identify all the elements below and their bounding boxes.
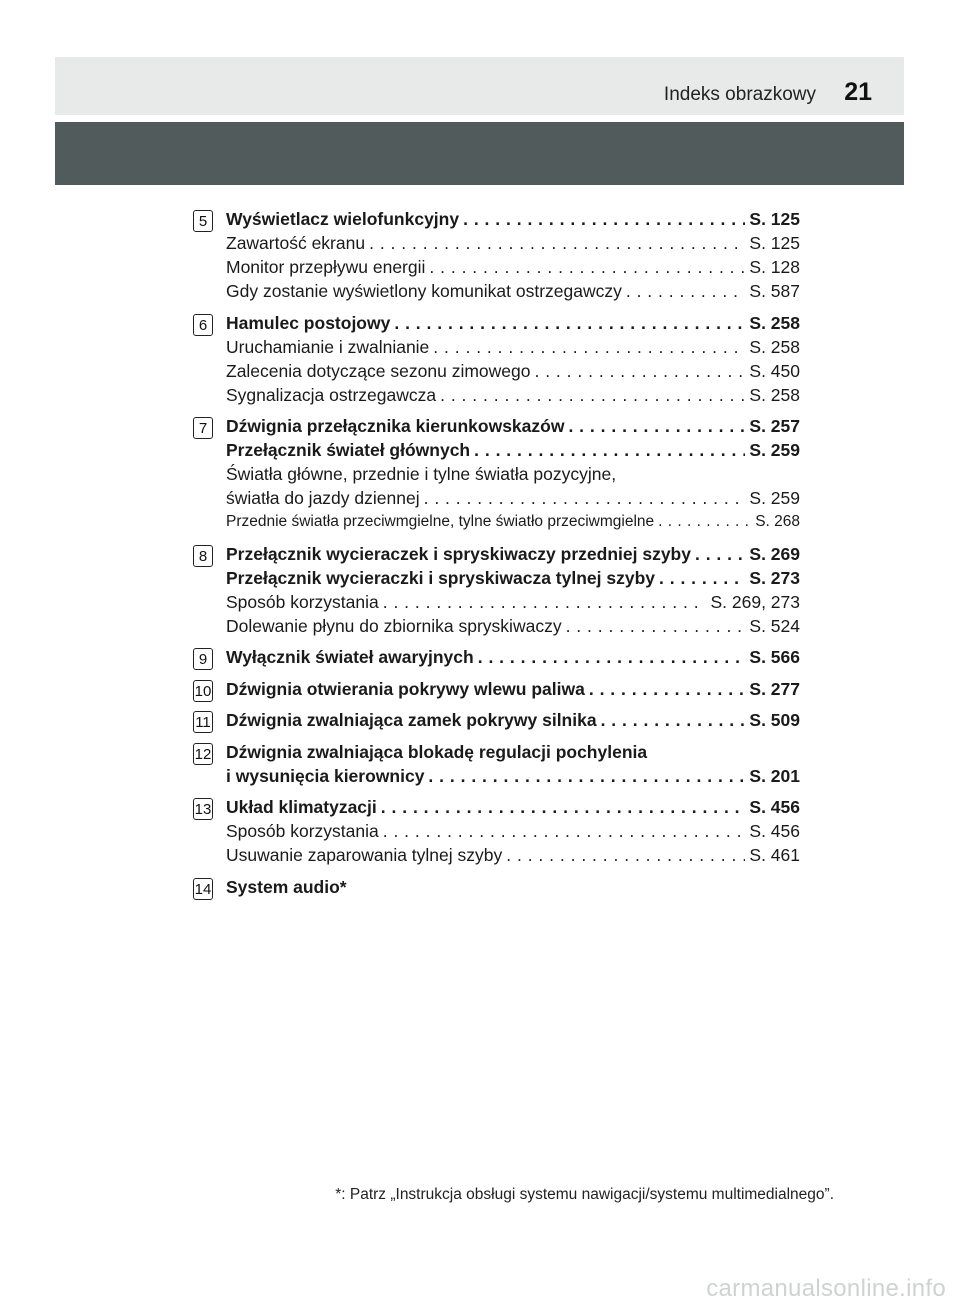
- index-line-text: Dźwignia otwierania pokrywy wlewu paliwa: [226, 678, 585, 699]
- page-reference: S. 257: [749, 416, 800, 436]
- page-reference: S. 269, 273: [710, 591, 800, 612]
- index-line: [226, 795, 800, 819]
- dot-leader: [440, 383, 745, 407]
- index-line: [226, 645, 800, 669]
- index-line: [226, 383, 800, 407]
- index-line-text: Przednie światła przeciwmgielne, tylne światło przeciwmgielne: [226, 513, 655, 530]
- page-reference: S. 201: [749, 765, 800, 786]
- index-line: [226, 414, 800, 438]
- page-reference: S. 524: [749, 615, 800, 636]
- dot-leader: [463, 207, 745, 231]
- entry-number-badge: 7: [193, 417, 213, 439]
- index-line-text: Układ klimatyzacji: [226, 797, 377, 817]
- index-line: [226, 740, 800, 764]
- index-line: [226, 566, 800, 590]
- header-band: [55, 122, 904, 185]
- index-line-text: Zalecenia dotyczące sezonu zimowego: [226, 360, 531, 381]
- index-line: [226, 486, 800, 510]
- index-line-text: Światła główne, przednie i tylne światła pozycyjne,: [226, 464, 617, 484]
- index-line-text: Przełącznik wycieraczek i spryskiwaczy przedniej szyby: [226, 543, 691, 564]
- dot-leader: [566, 614, 746, 638]
- index-line-text: Przełącznik wycieraczki i spryskiwacza tylnej szyby: [226, 567, 655, 588]
- index-line-text: System audio*: [226, 876, 347, 897]
- entry-number-badge: 11: [193, 711, 213, 733]
- index-line-text: Sposób korzystania: [226, 821, 379, 841]
- page-reference: S. 259: [749, 440, 800, 460]
- index-line-text: Usuwanie zaparowania tylnej szyby: [226, 845, 503, 865]
- index-line-text: Dźwignia zwalniająca blokadę regulacji pochylenia: [226, 741, 648, 762]
- dot-leader: [478, 645, 746, 669]
- watermark: carmanualsonline.info: [706, 1275, 946, 1302]
- section-title: Indeks obrazkowy: [663, 84, 816, 105]
- page-reference: S. 258: [749, 384, 800, 405]
- dot-leader: [383, 590, 707, 614]
- entry-number-badge: 12: [193, 743, 213, 765]
- page-reference: S. 273: [749, 567, 800, 588]
- entry-number-badge: 14: [193, 878, 213, 900]
- index-line: [226, 359, 800, 383]
- index-line: [226, 438, 800, 462]
- dot-leader: [534, 359, 745, 383]
- index-line: [226, 335, 800, 359]
- index-line: [226, 843, 800, 867]
- page-reference: S. 456: [749, 797, 800, 817]
- index-line-text: Zawartość ekranu: [226, 233, 366, 253]
- index-line: [226, 279, 800, 303]
- page-reference: S. 258: [749, 312, 800, 333]
- dot-leader: [474, 438, 745, 462]
- page-reference: S. 128: [749, 257, 800, 277]
- index-line: [226, 764, 800, 788]
- index-line: [226, 590, 800, 614]
- dot-leader: [424, 486, 746, 510]
- page-reference: S. 461: [749, 845, 800, 865]
- page-reference: S. 259: [749, 488, 800, 508]
- dot-leader: [568, 414, 745, 438]
- index-line: [226, 819, 800, 843]
- entry-number-badge: 8: [193, 545, 213, 567]
- dot-leader: [626, 279, 746, 303]
- index-line: [226, 311, 800, 335]
- dot-leader: [429, 255, 745, 279]
- dot-leader: [381, 795, 746, 819]
- page-reference: S. 456: [749, 821, 800, 841]
- index-line-text: Sposób korzystania: [226, 591, 379, 612]
- index-line: [226, 462, 800, 486]
- footnote: *: Patrz „Instrukcja obsługi systemu nawigacji/systemu multimedialnego”.: [335, 1186, 834, 1203]
- dot-leader: [695, 542, 745, 566]
- page-reference: S. 450: [749, 360, 800, 381]
- dot-leader: [658, 510, 751, 534]
- index-line: [226, 207, 800, 231]
- dot-leader: [601, 708, 746, 732]
- index-line-text: Uruchamianie i zwalnianie: [226, 336, 430, 357]
- dot-leader: [369, 231, 745, 255]
- index-line-text: Wyświetlacz wielofunkcyjny: [226, 209, 460, 229]
- index-line-text: Gdy zostanie wyświetlony komunikat ostrzegawczy: [226, 281, 622, 301]
- index-line-text: Sygnalizacja ostrzegawcza: [226, 384, 437, 405]
- page-reference: S. 587: [749, 281, 800, 301]
- index-line: [226, 510, 800, 534]
- index-line: [226, 677, 800, 701]
- page-reference: S. 258: [749, 336, 800, 357]
- page-reference: S. 125: [749, 233, 800, 253]
- page-reference: S. 268: [755, 513, 800, 530]
- index-line-text: Monitor przepływu energii: [226, 257, 426, 277]
- page-reference: S. 509: [749, 710, 800, 730]
- page-reference: S. 125: [749, 209, 800, 229]
- page-reference: S. 566: [749, 647, 800, 667]
- index-line-text: Wyłącznik świateł awaryjnych: [226, 647, 474, 667]
- page-reference: S. 269: [749, 543, 800, 564]
- entry-number-badge: 10: [193, 680, 213, 702]
- entry-number-badge: 13: [193, 798, 213, 820]
- index-line-text: Dźwignia zwalniająca zamek pokrywy silnika: [226, 710, 597, 730]
- dot-leader: [506, 843, 745, 867]
- index-line-text: Hamulec postojowy: [226, 312, 391, 333]
- index-line-text: Dolewanie płynu do zbiornika spryskiwaczy: [226, 615, 562, 636]
- index-line: [226, 255, 800, 279]
- dot-leader: [589, 677, 746, 701]
- index-line: [226, 708, 800, 732]
- dot-leader: [383, 819, 746, 843]
- index-line: [226, 542, 800, 566]
- index-line-text: Przełącznik świateł głównych: [226, 440, 471, 460]
- index-line-text: i wysunięcia kierownicy: [226, 765, 425, 786]
- dot-leader: [659, 566, 745, 590]
- entry-number-badge: 5: [193, 210, 213, 232]
- index-line: [226, 614, 800, 638]
- entry-number-badge: 6: [193, 314, 213, 336]
- page-reference: S. 277: [749, 678, 800, 699]
- index-line: [226, 231, 800, 255]
- entry-number-badge: 9: [193, 648, 213, 670]
- dot-leader: [394, 311, 745, 335]
- index-line: [226, 875, 800, 899]
- dot-leader: [428, 764, 745, 788]
- dot-leader: [433, 335, 745, 359]
- index-line-text: światła do jazdy dziennej: [226, 488, 420, 508]
- page-number: 21: [844, 78, 872, 106]
- index-line-text: Dźwignia przełącznika kierunkowskazów: [226, 416, 565, 436]
